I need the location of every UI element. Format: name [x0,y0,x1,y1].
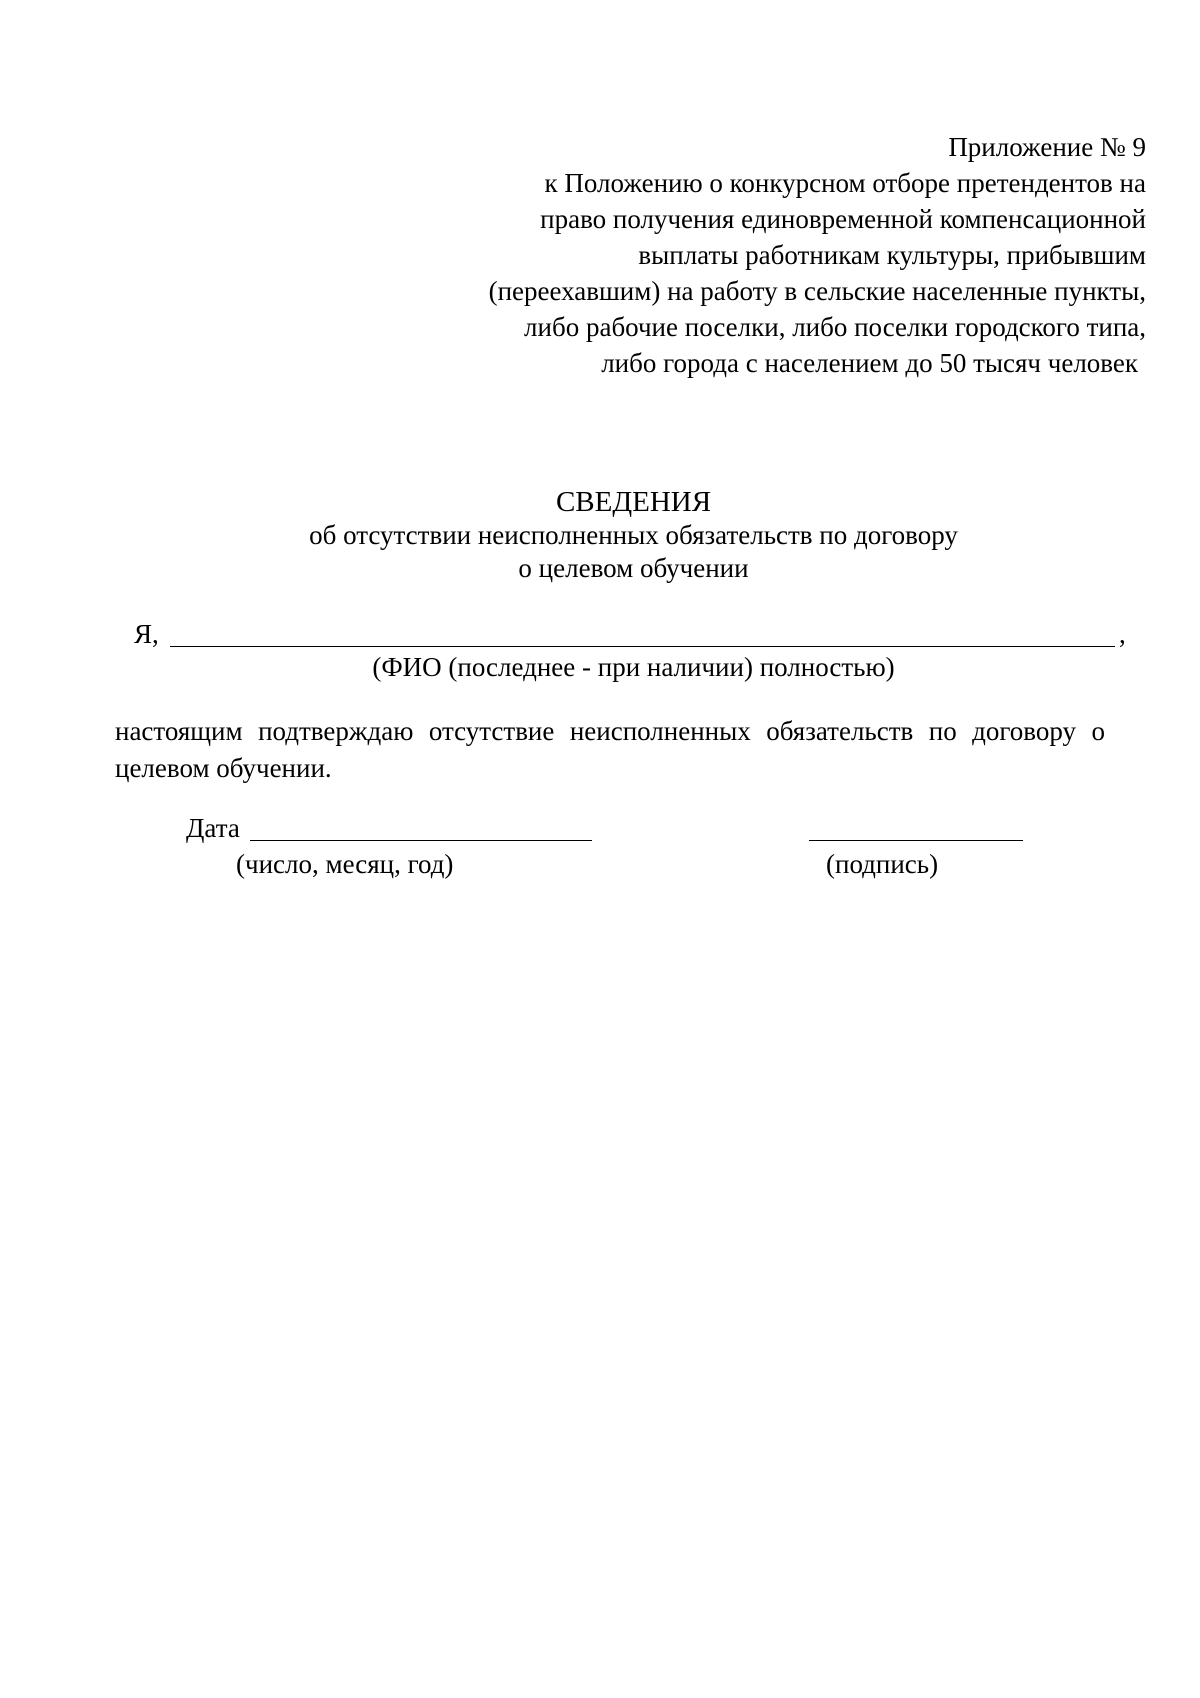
date-label: Дата [186,813,240,843]
appendix-line-5: либо рабочие поселки, либо поселки городского типа, [524,312,1146,342]
appendix-line-2: право получения единовременной компенсационной [540,204,1146,234]
appendix-line-1: к Положению о конкурсном отборе претендентов на [544,168,1146,198]
title-heading: СВЕДЕНИЯ [555,486,712,518]
fio-input-line[interactable] [170,646,1115,647]
appendix-line-4: (переехавшим) на работу в сельские населенные пункты, [488,276,1146,306]
fio-prefix: Я, [134,619,159,649]
document-title [0,485,1200,585]
appendix-line-6: либо города с населением до 50 тысяч человек [601,348,1138,378]
appendix-number: Приложение № 9 [948,132,1146,162]
fio-caption: (ФИО (последнее - при наличии) полностью) [372,652,895,682]
title-subtitle-line-2: о целевом обучении [518,553,749,583]
appendix-line-3: выплаты работникам культуры, прибывшим [638,240,1146,270]
date-input-line[interactable] [250,840,592,841]
date-caption: (число, месяц, год) [236,849,454,879]
signature-caption: (подпись) [826,849,939,879]
fio-suffix: , [1119,619,1126,649]
signature-line[interactable] [809,840,1023,841]
confirmation-text: настоящим подтверждаю отсутствие неисполненных обязательств по договору о целевом обучении. [115,716,1105,783]
title-subtitle-line-1: об отсутствии неисполненных обязательств по договору [309,520,958,550]
appendix-header [426,129,1146,381]
